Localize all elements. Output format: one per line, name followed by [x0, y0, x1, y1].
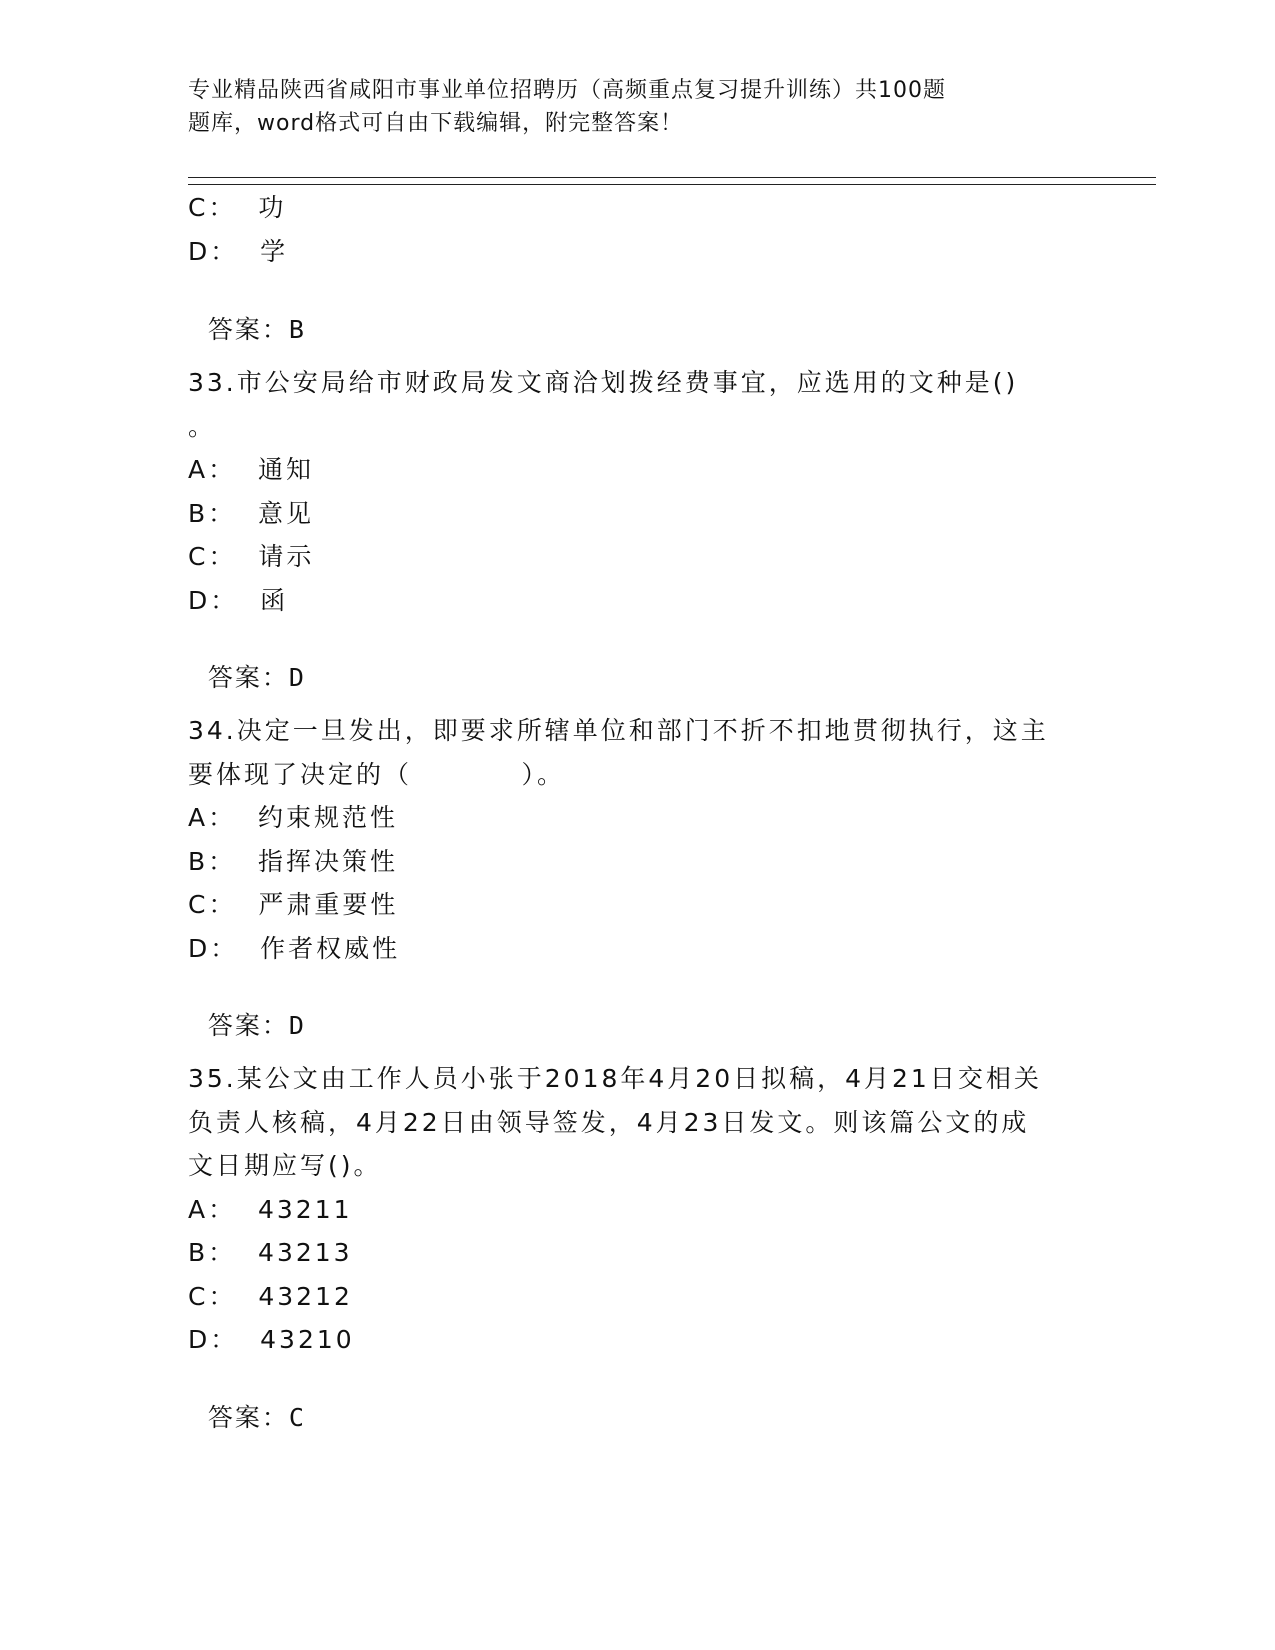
question-33-line-2: 。 — [188, 412, 217, 441]
option-a: A： 通知 — [188, 455, 314, 484]
question-33-line-1: 33.市公安局给市财政局发文商洽划拨经费事宜，应选用的文种是() — [188, 368, 1019, 397]
option-b: B： 意见 — [188, 499, 315, 528]
option-d: D： 43210 — [188, 1325, 355, 1354]
question-34-line-2: 要体现了决定的（ ）。 — [188, 760, 565, 789]
option-b: B： 指挥决策性 — [188, 847, 399, 876]
option-c: C： 功 — [188, 193, 287, 222]
answer-value: D — [288, 1011, 306, 1040]
option-c: C： 严肃重要性 — [188, 890, 399, 919]
option-c: C： 43212 — [188, 1282, 353, 1311]
answer-label: 答案： — [207, 315, 289, 344]
question-34-line-1: 34.决定一旦发出，即要求所辖单位和部门不折不扣地贯彻执行，这主 — [188, 716, 1049, 745]
document-header — [188, 74, 1088, 140]
option-a: A： 43211 — [188, 1195, 353, 1224]
answer-value: B — [288, 315, 306, 344]
answer-value: C — [288, 1403, 306, 1432]
answer-line — [188, 627, 306, 695]
question-35-line-1: 35.某公文由工作人员小张于2018年4月20日拟稿，4月21日交相关 — [188, 1064, 1042, 1093]
option-d: D： 函 — [188, 586, 289, 615]
option-b: B： 43213 — [188, 1238, 353, 1267]
answer-label: 答案： — [207, 663, 289, 692]
answer-line — [188, 1367, 306, 1435]
question-35-line-3: 文日期应写()。 — [188, 1151, 382, 1180]
question-35-line-2: 负责人核稿，4月22日由领导签发，4月23日发文。则该篇公文的成 — [188, 1108, 1030, 1137]
option-a: A： 约束规范性 — [188, 803, 398, 832]
header-divider — [188, 177, 1156, 185]
answer-line — [188, 279, 306, 347]
answer-value: D — [288, 663, 306, 692]
answer-line — [188, 975, 306, 1043]
option-d: D： 学 — [188, 237, 289, 266]
header-line-1: 专业精品陕西省咸阳市事业单位招聘历（高频重点复习提升训练）共100题 — [188, 78, 946, 103]
answer-label: 答案： — [207, 1403, 289, 1432]
option-c: C： 请示 — [188, 542, 315, 571]
option-d: D： 作者权威性 — [188, 934, 401, 963]
answer-label: 答案： — [207, 1011, 289, 1040]
header-line-2: 题库，word格式可自由下载编辑，附完整答案！ — [188, 111, 684, 136]
